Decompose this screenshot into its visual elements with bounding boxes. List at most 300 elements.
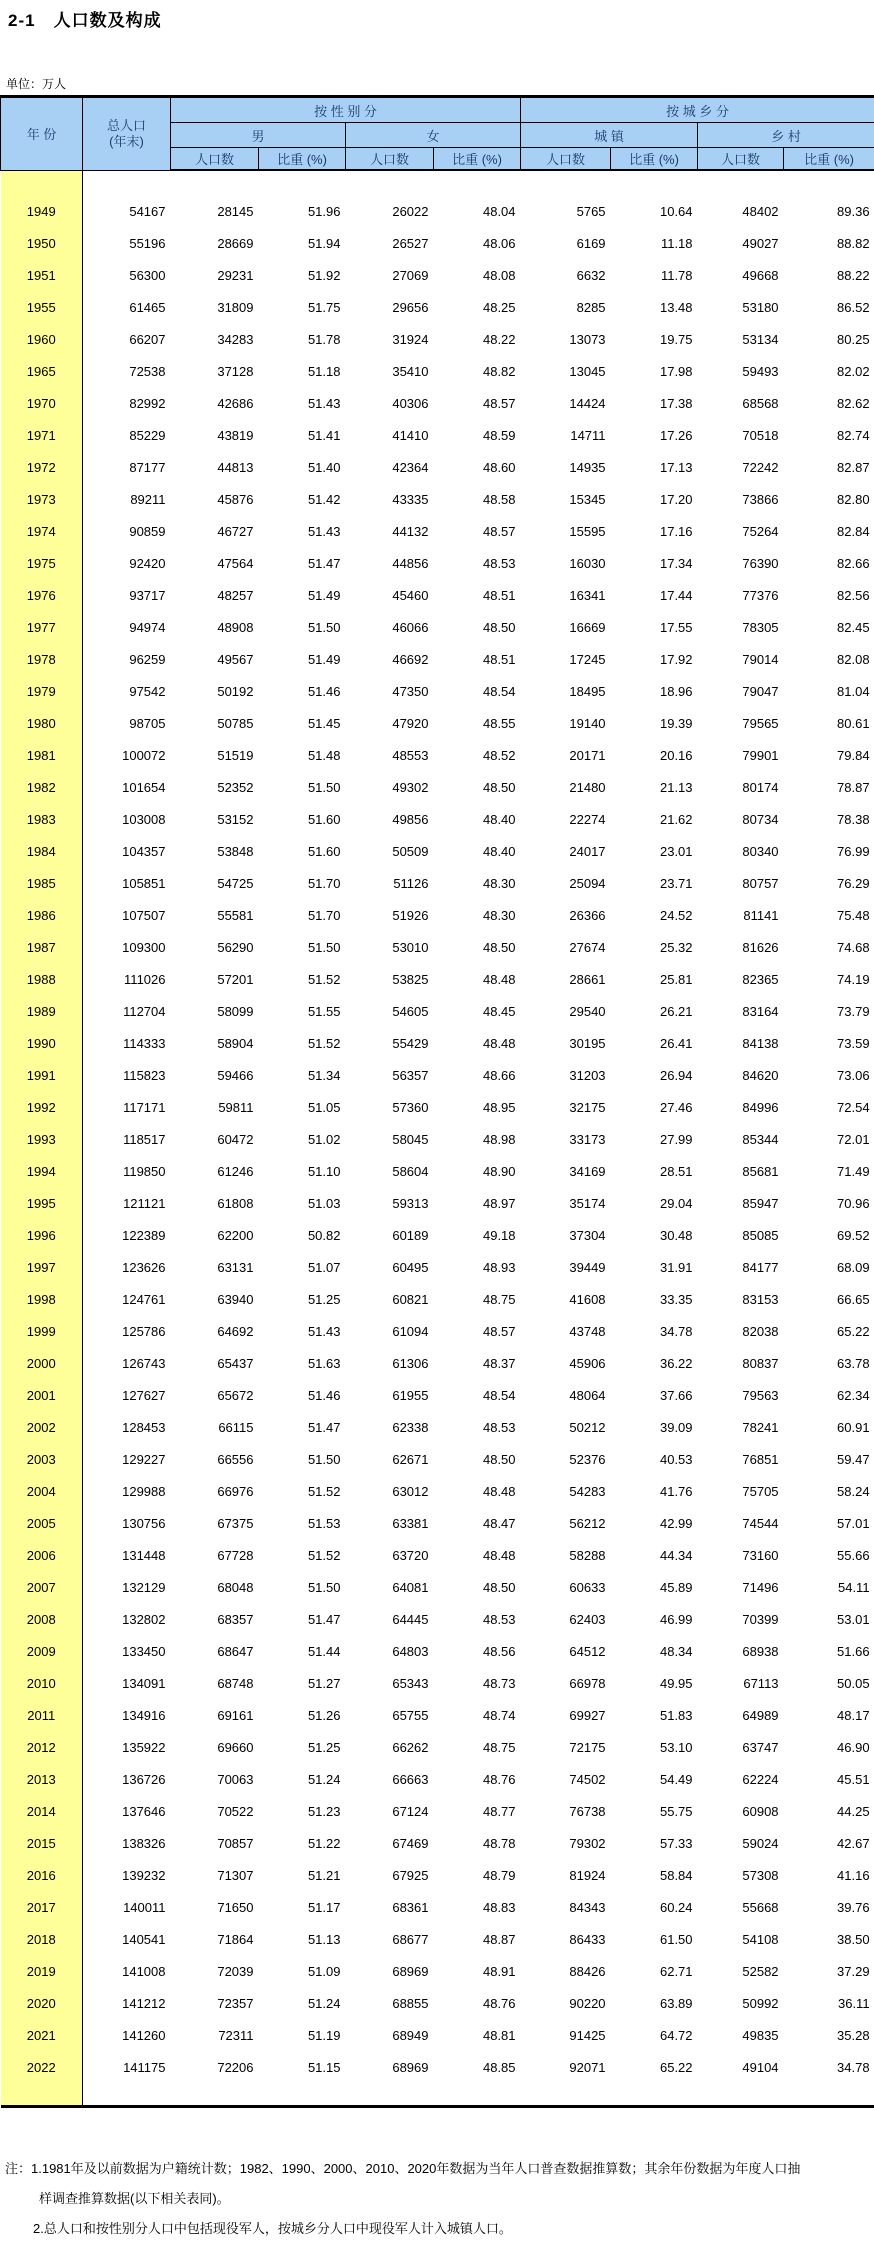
value-cell: 50212 [521, 1411, 611, 1443]
year-cell: 1978 [1, 643, 83, 675]
value-cell: 61094 [346, 1315, 434, 1347]
value-cell: 51.43 [259, 1315, 346, 1347]
value-cell: 41.76 [611, 1475, 698, 1507]
value-cell: 123626 [83, 1251, 171, 1283]
year-cell: 1984 [1, 835, 83, 867]
year-cell: 1991 [1, 1059, 83, 1091]
value-cell: 30195 [521, 1027, 611, 1059]
value-cell: 51.17 [259, 1891, 346, 1923]
value-cell: 66978 [521, 1667, 611, 1699]
value-cell: 34.78 [784, 2051, 874, 2083]
value-cell: 51.25 [259, 1283, 346, 1315]
value-cell: 51.47 [259, 1603, 346, 1635]
year-cell: 2007 [1, 1571, 83, 1603]
value-cell: 135922 [83, 1731, 171, 1763]
year-cell: 2006 [1, 1539, 83, 1571]
year-cell: 1989 [1, 995, 83, 1027]
value-cell: 71307 [171, 1859, 259, 1891]
value-cell: 67728 [171, 1539, 259, 1571]
value-cell: 28.51 [611, 1155, 698, 1187]
value-cell: 64692 [171, 1315, 259, 1347]
value-cell: 53825 [346, 963, 434, 995]
value-cell: 48.06 [434, 227, 521, 259]
value-cell: 79565 [698, 707, 784, 739]
value-cell: 52376 [521, 1443, 611, 1475]
value-cell: 51.83 [611, 1699, 698, 1731]
value-cell: 78.38 [784, 803, 874, 835]
value-cell: 68361 [346, 1891, 434, 1923]
year-cell: 2009 [1, 1635, 83, 1667]
value-cell: 51.21 [259, 1859, 346, 1891]
page-title: 2-1 人口数及构成 [8, 6, 874, 31]
table-row [1, 1379, 874, 1411]
yearbook-page [0, 6, 874, 2244]
value-cell: 51.46 [259, 675, 346, 707]
value-cell: 51.07 [259, 1251, 346, 1283]
value-cell: 48.50 [434, 771, 521, 803]
value-cell: 26527 [346, 227, 434, 259]
value-cell: 59466 [171, 1059, 259, 1091]
header-total-line1: 总人口 [107, 118, 146, 133]
year-cell: 1993 [1, 1123, 83, 1155]
value-cell: 48.57 [434, 1315, 521, 1347]
header-female: 女 [346, 123, 521, 148]
value-cell: 54283 [521, 1475, 611, 1507]
value-cell: 17.38 [611, 387, 698, 419]
value-cell: 54108 [698, 1923, 784, 1955]
value-cell: 85344 [698, 1123, 784, 1155]
value-cell: 13045 [521, 355, 611, 387]
value-cell: 51926 [346, 899, 434, 931]
year-cell: 1979 [1, 675, 83, 707]
value-cell: 6169 [521, 227, 611, 259]
value-cell: 51.92 [259, 259, 346, 291]
value-cell: 64.72 [611, 2019, 698, 2051]
value-cell: 48.82 [434, 355, 521, 387]
value-cell: 31924 [346, 323, 434, 355]
value-cell: 62200 [171, 1219, 259, 1251]
value-cell: 43748 [521, 1315, 611, 1347]
year-cell: 1990 [1, 1027, 83, 1059]
value-cell: 48.40 [434, 803, 521, 835]
value-cell: 51.49 [259, 643, 346, 675]
header-share-pct: 比重 (%) [784, 148, 874, 171]
value-cell: 34283 [171, 323, 259, 355]
year-cell: 2020 [1, 1987, 83, 2019]
value-cell: 59313 [346, 1187, 434, 1219]
value-cell: 51.43 [259, 515, 346, 547]
value-cell: 72175 [521, 1731, 611, 1763]
value-cell: 64989 [698, 1699, 784, 1731]
value-cell: 121121 [83, 1187, 171, 1219]
year-cell: 1983 [1, 803, 83, 835]
header-population-count: 人口数 [698, 148, 784, 171]
value-cell: 55.66 [784, 1539, 874, 1571]
value-cell: 60.91 [784, 1411, 874, 1443]
value-cell: 132129 [83, 1571, 171, 1603]
value-cell: 37304 [521, 1219, 611, 1251]
value-cell: 24.52 [611, 899, 698, 931]
value-cell: 67124 [346, 1795, 434, 1827]
table-row [1, 1891, 874, 1923]
value-cell: 48.51 [434, 579, 521, 611]
header-population-count: 人口数 [346, 148, 434, 171]
value-cell: 78.87 [784, 771, 874, 803]
table-row [1, 1347, 874, 1379]
value-cell: 16030 [521, 547, 611, 579]
value-cell: 57.33 [611, 1827, 698, 1859]
header-population-count: 人口数 [521, 148, 611, 171]
year-cell: 1955 [1, 291, 83, 323]
value-cell: 19140 [521, 707, 611, 739]
value-cell: 73.06 [784, 1059, 874, 1091]
value-cell: 48.50 [434, 611, 521, 643]
year-cell: 1971 [1, 419, 83, 451]
value-cell: 82.02 [784, 355, 874, 387]
value-cell: 25094 [521, 867, 611, 899]
value-cell: 49104 [698, 2051, 784, 2083]
value-cell: 51.40 [259, 451, 346, 483]
value-cell: 48908 [171, 611, 259, 643]
table-row [1, 1987, 874, 2019]
value-cell: 56357 [346, 1059, 434, 1091]
value-cell: 51.10 [259, 1155, 346, 1187]
value-cell: 20.16 [611, 739, 698, 771]
table-row [1, 1187, 874, 1219]
table-row [1, 259, 874, 291]
value-cell: 81626 [698, 931, 784, 963]
value-cell: 60.24 [611, 1891, 698, 1923]
value-cell: 41.16 [784, 1859, 874, 1891]
year-cell: 1988 [1, 963, 83, 995]
value-cell: 48.83 [434, 1891, 521, 1923]
value-cell: 14424 [521, 387, 611, 419]
year-cell: 1960 [1, 323, 83, 355]
value-cell: 48.57 [434, 515, 521, 547]
value-cell: 53152 [171, 803, 259, 835]
table-row [1, 1795, 874, 1827]
value-cell: 107507 [83, 899, 171, 931]
value-cell: 48.75 [434, 1731, 521, 1763]
value-cell: 82038 [698, 1315, 784, 1347]
table-row [1, 1603, 874, 1635]
value-cell: 73160 [698, 1539, 784, 1571]
value-cell: 70522 [171, 1795, 259, 1827]
value-cell: 126743 [83, 1347, 171, 1379]
value-cell: 140541 [83, 1923, 171, 1955]
value-cell: 48.53 [434, 547, 521, 579]
value-cell: 86.52 [784, 291, 874, 323]
value-cell: 61246 [171, 1155, 259, 1187]
value-cell: 76851 [698, 1443, 784, 1475]
value-cell: 48.17 [784, 1699, 874, 1731]
value-cell: 82.66 [784, 547, 874, 579]
value-cell: 48.76 [434, 1987, 521, 2019]
value-cell: 55668 [698, 1891, 784, 1923]
value-cell: 62671 [346, 1443, 434, 1475]
value-cell: 37.66 [611, 1379, 698, 1411]
value-cell: 89211 [83, 483, 171, 515]
year-cell: 2001 [1, 1379, 83, 1411]
value-cell: 35.28 [784, 2019, 874, 2051]
value-cell: 51.45 [259, 707, 346, 739]
value-cell: 57308 [698, 1859, 784, 1891]
table-row [1, 1027, 874, 1059]
value-cell: 48.34 [611, 1635, 698, 1667]
year-cell: 2021 [1, 2019, 83, 2051]
year-cell: 1998 [1, 1283, 83, 1315]
value-cell: 57201 [171, 963, 259, 995]
value-cell: 82.80 [784, 483, 874, 515]
value-cell: 100072 [83, 739, 171, 771]
value-cell: 51.15 [259, 2051, 346, 2083]
value-cell: 48.40 [434, 835, 521, 867]
value-cell: 63.89 [611, 1987, 698, 2019]
value-cell: 59811 [171, 1091, 259, 1123]
value-cell: 48.08 [434, 259, 521, 291]
value-cell: 62224 [698, 1763, 784, 1795]
value-cell: 51.41 [259, 419, 346, 451]
value-cell: 65.22 [611, 2051, 698, 2083]
table-row [1, 579, 874, 611]
value-cell: 82.08 [784, 643, 874, 675]
header-population-count: 人口数 [171, 148, 259, 171]
value-cell: 54725 [171, 867, 259, 899]
value-cell: 78305 [698, 611, 784, 643]
table-row [1, 1411, 874, 1443]
value-cell: 74.19 [784, 963, 874, 995]
value-cell: 82.56 [784, 579, 874, 611]
value-cell: 51.23 [259, 1795, 346, 1827]
year-cell: 1997 [1, 1251, 83, 1283]
table-row [1, 1731, 874, 1763]
value-cell: 21.13 [611, 771, 698, 803]
table-row [1, 451, 874, 483]
value-cell: 109300 [83, 931, 171, 963]
value-cell: 65343 [346, 1667, 434, 1699]
value-cell: 27674 [521, 931, 611, 963]
value-cell: 141008 [83, 1955, 171, 1987]
value-cell: 79047 [698, 675, 784, 707]
year-cell: 1951 [1, 259, 83, 291]
value-cell: 84620 [698, 1059, 784, 1091]
value-cell: 68969 [346, 1955, 434, 1987]
value-cell: 51.78 [259, 323, 346, 355]
value-cell: 51.53 [259, 1507, 346, 1539]
table-row [1, 1315, 874, 1347]
value-cell: 115823 [83, 1059, 171, 1091]
value-cell: 66663 [346, 1763, 434, 1795]
value-cell: 48.81 [434, 2019, 521, 2051]
value-cell: 138326 [83, 1827, 171, 1859]
value-cell: 49.95 [611, 1667, 698, 1699]
value-cell: 48.48 [434, 1475, 521, 1507]
value-cell: 10.64 [611, 195, 698, 227]
value-cell: 61465 [83, 291, 171, 323]
value-cell: 25.81 [611, 963, 698, 995]
value-cell: 85681 [698, 1155, 784, 1187]
value-cell: 16669 [521, 611, 611, 643]
value-cell: 48.54 [434, 675, 521, 707]
value-cell: 129988 [83, 1475, 171, 1507]
header-share-pct: 比重 (%) [434, 148, 521, 171]
year-cell: 1973 [1, 483, 83, 515]
value-cell: 64081 [346, 1571, 434, 1603]
value-cell: 54605 [346, 995, 434, 1027]
value-cell: 49835 [698, 2019, 784, 2051]
value-cell: 128453 [83, 1411, 171, 1443]
value-cell: 13.48 [611, 291, 698, 323]
value-cell: 56290 [171, 931, 259, 963]
value-cell: 51.52 [259, 1027, 346, 1059]
table-row [1, 1635, 874, 1667]
value-cell: 48.55 [434, 707, 521, 739]
value-cell: 48.37 [434, 1347, 521, 1379]
value-cell: 29231 [171, 259, 259, 291]
value-cell: 88.22 [784, 259, 874, 291]
value-cell: 63131 [171, 1251, 259, 1283]
value-cell: 80.61 [784, 707, 874, 739]
value-cell: 17.55 [611, 611, 698, 643]
value-cell: 70857 [171, 1827, 259, 1859]
value-cell: 48.58 [434, 483, 521, 515]
value-cell: 17.13 [611, 451, 698, 483]
table-row [1, 1155, 874, 1187]
value-cell: 136726 [83, 1763, 171, 1795]
value-cell: 42.67 [784, 1827, 874, 1859]
value-cell: 48.87 [434, 1923, 521, 1955]
value-cell: 48.57 [434, 387, 521, 419]
year-cell: 2008 [1, 1603, 83, 1635]
value-cell: 86433 [521, 1923, 611, 1955]
value-cell: 42686 [171, 387, 259, 419]
value-cell: 77376 [698, 579, 784, 611]
table-row [1, 835, 874, 867]
table-row [1, 2051, 874, 2083]
value-cell: 141212 [83, 1987, 171, 2019]
value-cell: 46692 [346, 643, 434, 675]
value-cell: 63.78 [784, 1347, 874, 1379]
year-cell: 1986 [1, 899, 83, 931]
value-cell: 26.41 [611, 1027, 698, 1059]
value-cell: 34.78 [611, 1315, 698, 1347]
value-cell: 45876 [171, 483, 259, 515]
value-cell: 45906 [521, 1347, 611, 1379]
value-cell: 118517 [83, 1123, 171, 1155]
table-row [1, 739, 874, 771]
value-cell: 134916 [83, 1699, 171, 1731]
year-cell: 1999 [1, 1315, 83, 1347]
value-cell: 14711 [521, 419, 611, 451]
value-cell: 51.43 [259, 387, 346, 419]
table-row [1, 675, 874, 707]
value-cell: 61808 [171, 1187, 259, 1219]
value-cell: 46.90 [784, 1731, 874, 1763]
value-cell: 48.30 [434, 899, 521, 931]
year-cell: 2003 [1, 1443, 83, 1475]
value-cell: 68647 [171, 1635, 259, 1667]
value-cell: 60189 [346, 1219, 434, 1251]
value-cell: 48.75 [434, 1283, 521, 1315]
value-cell: 48.25 [434, 291, 521, 323]
value-cell: 84343 [521, 1891, 611, 1923]
value-cell: 48.98 [434, 1123, 521, 1155]
value-cell: 48.79 [434, 1859, 521, 1891]
year-cell: 1981 [1, 739, 83, 771]
value-cell: 48064 [521, 1379, 611, 1411]
value-cell: 31.91 [611, 1251, 698, 1283]
value-cell: 48.50 [434, 931, 521, 963]
value-cell: 94974 [83, 611, 171, 643]
table-row [1, 1091, 874, 1123]
value-cell: 51.66 [784, 1635, 874, 1667]
header-by-urban-rural: 按 城 乡 分 [521, 97, 874, 123]
year-cell: 2017 [1, 1891, 83, 1923]
year-cell: 2014 [1, 1795, 83, 1827]
value-cell: 72039 [171, 1955, 259, 1987]
value-cell: 88426 [521, 1955, 611, 1987]
value-cell: 47350 [346, 675, 434, 707]
value-cell: 51519 [171, 739, 259, 771]
value-cell: 51.50 [259, 1571, 346, 1603]
table-row [1, 803, 874, 835]
value-cell: 80174 [698, 771, 784, 803]
value-cell: 48.04 [434, 195, 521, 227]
value-cell: 65.22 [784, 1315, 874, 1347]
value-cell: 137646 [83, 1795, 171, 1827]
value-cell: 56212 [521, 1507, 611, 1539]
value-cell: 48.53 [434, 1603, 521, 1635]
value-cell: 34169 [521, 1155, 611, 1187]
table-row [1, 1219, 874, 1251]
value-cell: 25.32 [611, 931, 698, 963]
value-cell: 53180 [698, 291, 784, 323]
value-cell: 65437 [171, 1347, 259, 1379]
value-cell: 82365 [698, 963, 784, 995]
value-cell: 62.71 [611, 1955, 698, 1987]
table-row [1, 419, 874, 451]
value-cell: 117171 [83, 1091, 171, 1123]
value-cell: 87177 [83, 451, 171, 483]
value-cell: 58604 [346, 1155, 434, 1187]
value-cell: 48.77 [434, 1795, 521, 1827]
value-cell: 82.45 [784, 611, 874, 643]
value-cell: 48.74 [434, 1699, 521, 1731]
value-cell: 51.47 [259, 547, 346, 579]
value-cell: 46.99 [611, 1603, 698, 1635]
value-cell: 72.01 [784, 1123, 874, 1155]
value-cell: 51.94 [259, 227, 346, 259]
value-cell: 79.84 [784, 739, 874, 771]
value-cell: 51.48 [259, 739, 346, 771]
value-cell: 45.51 [784, 1763, 874, 1795]
value-cell: 39.09 [611, 1411, 698, 1443]
value-cell: 79901 [698, 739, 784, 771]
value-cell: 48.93 [434, 1251, 521, 1283]
value-cell: 26022 [346, 195, 434, 227]
value-cell: 53.10 [611, 1731, 698, 1763]
value-cell: 46727 [171, 515, 259, 547]
value-cell: 78241 [698, 1411, 784, 1443]
value-cell: 48.56 [434, 1635, 521, 1667]
table-row [1, 1251, 874, 1283]
table-row [1, 931, 874, 963]
value-cell: 85947 [698, 1187, 784, 1219]
year-cell: 2000 [1, 1347, 83, 1379]
table-body [1, 170, 874, 2107]
table-row [1, 707, 874, 739]
value-cell: 76.99 [784, 835, 874, 867]
